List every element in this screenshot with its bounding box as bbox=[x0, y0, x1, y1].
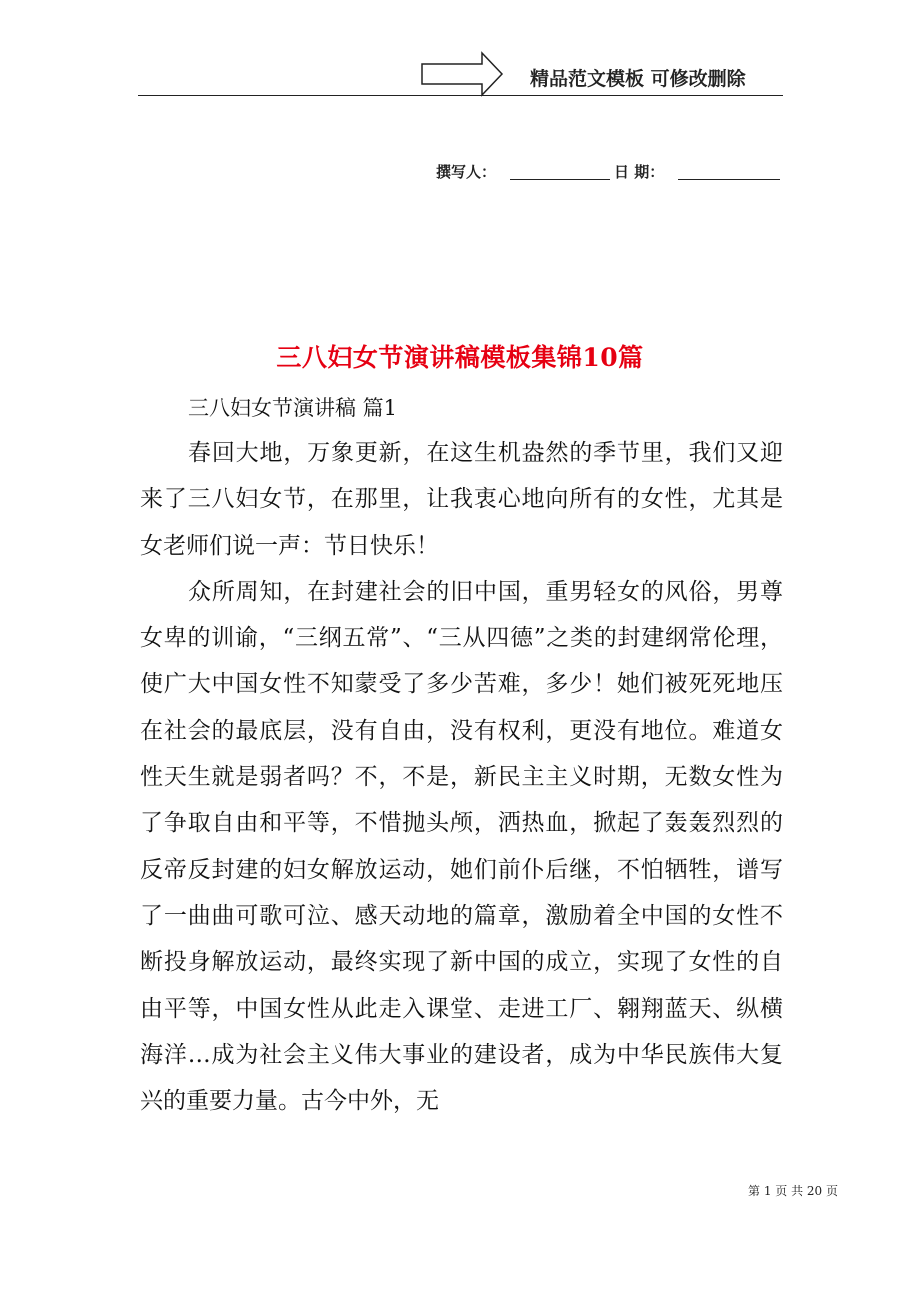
author-blank bbox=[510, 179, 610, 180]
author-label: 撰写人： bbox=[436, 163, 497, 181]
page-header bbox=[0, 0, 920, 100]
paragraph: 春回大地，万象更新，在这生机盎然的季节里，我们又迎来了三八妇女节，在那里，让我衷心地向所有的女性，尤其是女老师们说一声：节日快乐！ bbox=[140, 440, 783, 559]
header-divider bbox=[138, 95, 783, 96]
header-title: 精品范文模板 可修改删除 bbox=[530, 68, 746, 90]
date-blank bbox=[678, 179, 780, 180]
document-body bbox=[140, 430, 783, 1124]
document-title: 三八妇女节演讲稿模板集锦10篇 bbox=[276, 343, 644, 372]
paragraph: 众所周知，在封建社会的旧中国，重男轻女的风俗，男尊女卑的训谕，“三纲五常”、“三从四德”之类的封建纲常伦理，使广大中国女性不知蒙受了多少苦难，多少！她们被死死地压在社会的最底层，没有自由，没有权利，更没有地位。难道女性天生就是弱者吗？不，不是，新民主主义时期，无数女性为了争取自由和平等，不惜抛头颅，洒热血，掀起了轰轰烈烈的反帝反封建的妇女解放运动，她们前仆后继，不怕牺牲，谱写了一曲曲可歌可泣、感天动地的篇章，激励着全中国的女性不断投身解放运动，最终实现了新中国的成立，实现了女性的自由平等，中国女性从此走入课堂、走进工厂、翱翔蓝天、纵横海洋…成为社会主义伟大事业的建设者，成为中华民族伟大复兴的重要力量。古今中外，无 bbox=[140, 578, 783, 1115]
author-date-line bbox=[436, 161, 796, 183]
arrow-right-icon bbox=[420, 50, 506, 98]
section-heading: 三八妇女节演讲稿 篇1 bbox=[188, 396, 398, 420]
date-label: 日 期： bbox=[614, 163, 665, 181]
page-number: 第 1 页 共 20 页 bbox=[748, 1184, 838, 1198]
